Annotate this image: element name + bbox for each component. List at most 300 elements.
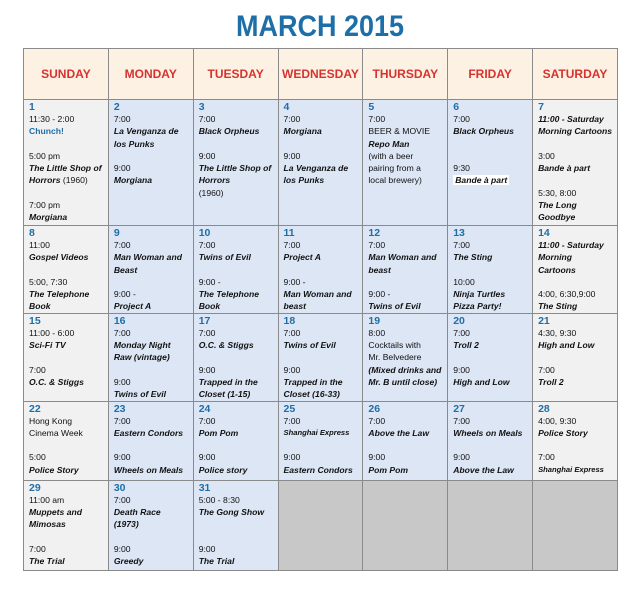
day-number: 28 xyxy=(538,402,550,415)
event-line xyxy=(284,150,359,162)
line-spacer xyxy=(199,351,274,363)
event-text: Sci-Fi TV xyxy=(29,340,66,351)
event-line xyxy=(453,415,528,427)
header-sunday: SUNDAY xyxy=(24,49,109,100)
event-line xyxy=(29,543,104,555)
event-line xyxy=(453,113,528,125)
event-line xyxy=(453,427,528,439)
event-text: 7:00 xyxy=(453,415,470,426)
event-line xyxy=(199,543,274,555)
day-number: 6 xyxy=(453,101,460,113)
event-line xyxy=(538,239,613,251)
event-text: O.C. & Stiggs xyxy=(198,340,254,351)
event-text: Chunch! xyxy=(29,126,64,137)
day-cell xyxy=(278,100,363,226)
day-number: 1 xyxy=(29,101,35,113)
line-spacer xyxy=(29,138,104,150)
day-number: 2 xyxy=(113,101,120,113)
event-text: BEER & MOVIE xyxy=(368,126,430,137)
day-number: 31 xyxy=(198,481,211,494)
line-spacer xyxy=(114,439,189,451)
event-text: 7:00 xyxy=(453,114,470,124)
event-text: The Little Shop of xyxy=(198,163,272,174)
event-line xyxy=(114,388,189,400)
day-number: 10 xyxy=(198,227,211,239)
event-line xyxy=(29,239,104,251)
day-cell xyxy=(363,401,448,480)
event-text: 9:00 xyxy=(283,150,301,161)
day-cell xyxy=(193,226,278,314)
event-line xyxy=(453,174,528,186)
event-text: Bande à part xyxy=(538,163,591,174)
day-cell xyxy=(448,226,533,314)
event-line xyxy=(199,162,274,174)
event-text: Closet (16-33) xyxy=(283,389,340,400)
event-line xyxy=(29,251,104,263)
event-line xyxy=(114,351,189,363)
event-text: (1960) xyxy=(198,187,224,198)
day-number: 11 xyxy=(283,227,295,239)
event-text: 3:00 xyxy=(538,150,555,161)
event-text: 11:00 - Saturday xyxy=(538,114,604,124)
event-text: 9:00 - xyxy=(368,289,391,300)
event-text: 8:00 xyxy=(368,327,386,338)
event-line xyxy=(284,276,359,288)
event-line xyxy=(114,506,189,518)
event-line xyxy=(199,113,274,125)
event-text: 7:00 xyxy=(538,452,555,463)
calendar-grid xyxy=(23,48,618,571)
day-cell xyxy=(193,100,278,226)
day-cell xyxy=(24,100,109,226)
header-saturday: SATURDAY xyxy=(533,49,618,100)
event-text: The Trial xyxy=(198,556,235,567)
event-line xyxy=(538,376,613,388)
event-line xyxy=(368,451,443,463)
event-line xyxy=(453,251,528,263)
weekday-header-row xyxy=(24,49,618,100)
event-text: Mr. B until close) xyxy=(368,376,438,387)
day-number: 17 xyxy=(198,314,211,327)
event-line xyxy=(199,506,274,518)
day-number: 12 xyxy=(368,227,381,239)
event-line xyxy=(453,300,528,312)
event-line xyxy=(114,376,189,388)
event-line xyxy=(114,543,189,555)
event-text: 7:00 xyxy=(283,240,301,250)
event-line xyxy=(114,113,189,125)
event-text: Eastern Condors xyxy=(113,427,184,438)
event-text: pairing from a xyxy=(368,163,421,174)
event-text: Closet (1-15) xyxy=(198,389,251,400)
day-cell xyxy=(533,100,618,226)
event-line xyxy=(29,518,104,530)
event-text: 7:00 xyxy=(198,114,216,124)
line-spacer xyxy=(114,364,189,376)
event-text: 7:00 xyxy=(283,327,301,338)
event-line xyxy=(368,327,443,339)
day-cell xyxy=(533,313,618,401)
line-spacer xyxy=(538,351,613,363)
day-cell xyxy=(278,226,363,314)
event-text: Black Orpheus xyxy=(453,126,514,137)
event-line xyxy=(284,125,359,137)
event-line xyxy=(538,199,613,211)
event-line xyxy=(538,288,613,300)
event-text: Horrors xyxy=(198,175,231,186)
event-line xyxy=(453,451,528,463)
line-spacer xyxy=(453,150,528,162)
event-line xyxy=(284,288,359,300)
day-number: 4 xyxy=(283,101,290,113)
event-text: 7:00 xyxy=(113,494,131,505)
event-text: 7:00 xyxy=(538,364,555,375)
event-line xyxy=(453,364,528,376)
header-friday: FRIDAY xyxy=(448,49,533,100)
event-line xyxy=(538,251,613,263)
event-text: 9:00 - xyxy=(198,276,221,287)
empty-day-cell xyxy=(363,480,448,570)
event-text: Book xyxy=(29,301,51,312)
event-line xyxy=(453,376,528,388)
day-number: 8 xyxy=(29,227,35,239)
line-spacer xyxy=(29,439,104,451)
event-text: Project A xyxy=(113,301,152,312)
day-number: 25 xyxy=(283,402,296,415)
day-cell xyxy=(24,401,109,480)
event-line xyxy=(284,388,359,400)
week-row xyxy=(24,100,618,226)
event-text: (Mixed drinks and xyxy=(368,364,442,375)
event-line xyxy=(199,339,274,351)
day-cell xyxy=(108,480,193,570)
event-text: Man Woman and xyxy=(113,252,182,263)
event-line xyxy=(29,464,104,476)
event-text: Project A xyxy=(283,252,321,263)
event-line xyxy=(114,251,189,263)
day-cell xyxy=(108,100,193,226)
event-line xyxy=(29,300,104,312)
event-text: Morgiana xyxy=(29,212,68,223)
event-text: La Venganza de xyxy=(113,126,179,137)
event-text: Twins of Evil xyxy=(283,340,336,351)
event-text: 7:00 xyxy=(453,240,470,250)
event-text: Mr. Belvedere xyxy=(368,352,422,363)
event-line xyxy=(538,327,613,339)
event-text: 4:00, 9:30 xyxy=(538,415,577,426)
event-line xyxy=(368,339,443,351)
event-line xyxy=(538,187,613,199)
event-text: Cocktails with xyxy=(368,340,421,351)
event-text: Mimosas xyxy=(29,519,66,530)
day-number: 5 xyxy=(368,101,375,113)
event-text: 9:00 xyxy=(368,452,386,463)
event-text: 11:00 - Saturday xyxy=(538,240,604,250)
event-text: Monday Night xyxy=(113,340,171,351)
event-line xyxy=(29,327,104,339)
event-text: Twins of Evil xyxy=(198,252,251,263)
day-number: 15 xyxy=(29,314,41,327)
event-line xyxy=(199,415,274,427)
event-line xyxy=(538,162,613,174)
event-line xyxy=(199,376,274,388)
line-spacer xyxy=(199,138,274,150)
event-line xyxy=(368,415,443,427)
event-text: The Sting xyxy=(538,301,578,312)
event-text: 10:00 xyxy=(453,276,475,287)
year-note: (1960) xyxy=(60,175,88,186)
event-line xyxy=(29,150,104,162)
line-spacer xyxy=(284,439,359,451)
day-cell xyxy=(193,313,278,401)
event-line xyxy=(114,518,189,530)
event-line xyxy=(538,427,613,439)
event-line xyxy=(29,506,104,518)
event-text: 7:00 xyxy=(29,543,46,554)
event-line xyxy=(368,174,443,186)
event-text: 9:00 xyxy=(283,452,301,463)
line-spacer xyxy=(453,138,528,150)
event-line xyxy=(453,239,528,251)
event-text: 9:00 xyxy=(453,364,470,375)
line-spacer xyxy=(368,439,443,451)
line-spacer xyxy=(284,264,359,276)
event-line xyxy=(199,464,274,476)
event-text: The Sting xyxy=(453,252,493,263)
day-cell xyxy=(108,313,193,401)
event-line xyxy=(453,288,528,300)
event-text: 9:00 xyxy=(198,452,216,463)
event-text: The Long xyxy=(538,200,577,211)
event-text: Bande à part xyxy=(455,175,508,186)
event-line xyxy=(114,494,189,506)
event-line xyxy=(29,174,104,186)
event-text: Troll 2 xyxy=(453,340,479,351)
line-spacer xyxy=(114,530,189,542)
event-text: Troll 2 xyxy=(538,376,564,387)
day-number: 13 xyxy=(453,227,465,239)
day-cell xyxy=(108,401,193,480)
day-number: 9 xyxy=(113,227,120,239)
event-line xyxy=(368,264,443,276)
event-line xyxy=(199,251,274,263)
event-text: Repo Man xyxy=(368,138,410,149)
event-text: The Little Shop of xyxy=(29,163,102,174)
event-text: Shanghai Express xyxy=(283,427,350,437)
event-line xyxy=(114,174,189,186)
event-line xyxy=(368,300,443,312)
event-line xyxy=(199,150,274,162)
day-number: 26 xyxy=(368,402,381,415)
line-spacer xyxy=(453,439,528,451)
empty-day-cell xyxy=(278,480,363,570)
event-line xyxy=(114,162,189,174)
event-text: beast xyxy=(368,264,391,275)
event-line xyxy=(29,451,104,463)
day-cell xyxy=(278,313,363,401)
event-text: Twins of Evil xyxy=(113,389,167,400)
event-text: 7:00 xyxy=(368,240,386,250)
event-line xyxy=(199,451,274,463)
line-spacer xyxy=(199,530,274,542)
line-spacer xyxy=(538,174,613,186)
event-line xyxy=(284,162,359,174)
event-line xyxy=(284,174,359,186)
event-line xyxy=(114,239,189,251)
day-cell xyxy=(533,401,618,480)
event-line xyxy=(29,415,104,427)
event-text: Muppets and xyxy=(29,506,82,517)
event-line xyxy=(368,162,443,174)
event-line xyxy=(114,464,189,476)
event-text: O.C. & Stiggs xyxy=(29,376,84,387)
event-line xyxy=(368,150,443,162)
event-line xyxy=(114,264,189,276)
event-line xyxy=(199,555,274,567)
event-line xyxy=(538,211,613,223)
event-text: Police Story xyxy=(538,427,588,438)
line-spacer xyxy=(199,439,274,451)
line-spacer xyxy=(453,264,528,276)
event-line xyxy=(284,339,359,351)
header-monday: MONDAY xyxy=(108,49,193,100)
event-text: Death Race xyxy=(113,506,161,517)
event-line xyxy=(114,300,189,312)
event-text: Pom Pom xyxy=(198,427,239,438)
event-line xyxy=(284,300,359,312)
event-text: 4:30, 9:30 xyxy=(538,327,577,338)
header-tuesday: TUESDAY xyxy=(193,49,278,100)
header-thursday: THURSDAY xyxy=(363,49,448,100)
event-text: 9:00 xyxy=(198,150,216,161)
day-number: 30 xyxy=(113,481,126,494)
day-number: 14 xyxy=(538,227,550,239)
event-line xyxy=(284,327,359,339)
event-line xyxy=(538,264,613,276)
event-text: 7:00 xyxy=(29,364,46,375)
event-text: beast xyxy=(283,301,306,312)
event-line xyxy=(538,339,613,351)
event-text: Man Woman and xyxy=(368,252,437,263)
event-line xyxy=(368,138,443,150)
event-text: 9:30 xyxy=(453,163,470,174)
event-text: 5:00, 7:30 xyxy=(29,276,68,287)
event-line xyxy=(284,364,359,376)
line-spacer xyxy=(114,276,189,288)
event-line xyxy=(199,388,274,400)
day-number: 23 xyxy=(113,402,126,415)
day-number: 21 xyxy=(538,314,550,327)
event-text: 9:00 xyxy=(113,452,131,463)
event-line xyxy=(368,427,443,439)
event-text: Morning Cartoons xyxy=(538,126,613,137)
day-number: 16 xyxy=(113,314,126,327)
day-cell xyxy=(448,313,533,401)
event-line xyxy=(29,211,104,223)
event-line xyxy=(29,199,104,211)
header-wednesday: WEDNESDAY xyxy=(278,49,363,100)
event-line xyxy=(284,451,359,463)
event-line xyxy=(29,364,104,376)
event-text: Trapped in the xyxy=(198,376,258,387)
event-text: los Punks xyxy=(113,138,155,149)
event-line xyxy=(538,415,613,427)
event-line xyxy=(114,125,189,137)
event-line xyxy=(284,464,359,476)
event-line xyxy=(284,427,359,439)
event-line xyxy=(368,113,443,125)
event-text: 7:00 pm xyxy=(29,200,61,211)
event-text: Trapped in the xyxy=(283,376,343,387)
day-number: 18 xyxy=(283,314,296,327)
event-text: The Telephone xyxy=(29,289,90,300)
line-spacer xyxy=(199,264,274,276)
day-cell xyxy=(24,226,109,314)
line-spacer xyxy=(538,439,613,451)
event-line xyxy=(284,376,359,388)
week-row xyxy=(24,226,618,314)
event-text: 5:00 xyxy=(29,452,46,463)
event-text: 9:00 - xyxy=(113,289,136,300)
event-text: Shanghai Express xyxy=(538,464,604,474)
event-line xyxy=(284,239,359,251)
event-line xyxy=(114,138,189,150)
event-text: local brewery) xyxy=(368,175,422,186)
event-line xyxy=(538,150,613,162)
event-line xyxy=(29,555,104,567)
event-text: Beast xyxy=(113,264,138,275)
event-text: 7:00 xyxy=(368,415,386,426)
event-line xyxy=(114,339,189,351)
line-spacer xyxy=(29,187,104,199)
day-number: 22 xyxy=(29,402,41,415)
day-number: 19 xyxy=(368,314,381,327)
event-text: 7:00 xyxy=(113,415,131,426)
event-line xyxy=(538,300,613,312)
event-line xyxy=(368,376,443,388)
day-cell xyxy=(448,401,533,480)
event-text: Wheels on Meals xyxy=(113,464,184,475)
event-line xyxy=(368,288,443,300)
event-line xyxy=(368,464,443,476)
event-line xyxy=(368,251,443,263)
event-text: 7:00 xyxy=(453,327,470,338)
event-text: (with a beer xyxy=(368,150,414,161)
event-line xyxy=(29,113,104,125)
day-number: 20 xyxy=(453,314,465,327)
event-line xyxy=(284,415,359,427)
event-text: 4:00, 6:30,9:00 xyxy=(538,289,596,300)
event-line xyxy=(199,239,274,251)
event-line xyxy=(368,239,443,251)
event-text: Eastern Condors xyxy=(283,464,353,475)
event-text: Police Story xyxy=(29,464,79,475)
event-line xyxy=(453,327,528,339)
event-text: The Gong Show xyxy=(198,506,265,517)
event-text: 11:00 - 6:00 xyxy=(29,327,75,338)
event-line xyxy=(114,427,189,439)
event-line xyxy=(114,555,189,567)
event-text: 7:00 xyxy=(198,327,216,338)
empty-day-cell xyxy=(448,480,533,570)
week-row xyxy=(24,480,618,570)
day-number: 7 xyxy=(538,101,544,113)
line-spacer xyxy=(284,138,359,150)
event-text: Man Woman and xyxy=(283,289,352,300)
day-cell xyxy=(24,313,109,401)
event-line xyxy=(368,125,443,137)
event-line xyxy=(538,451,613,463)
